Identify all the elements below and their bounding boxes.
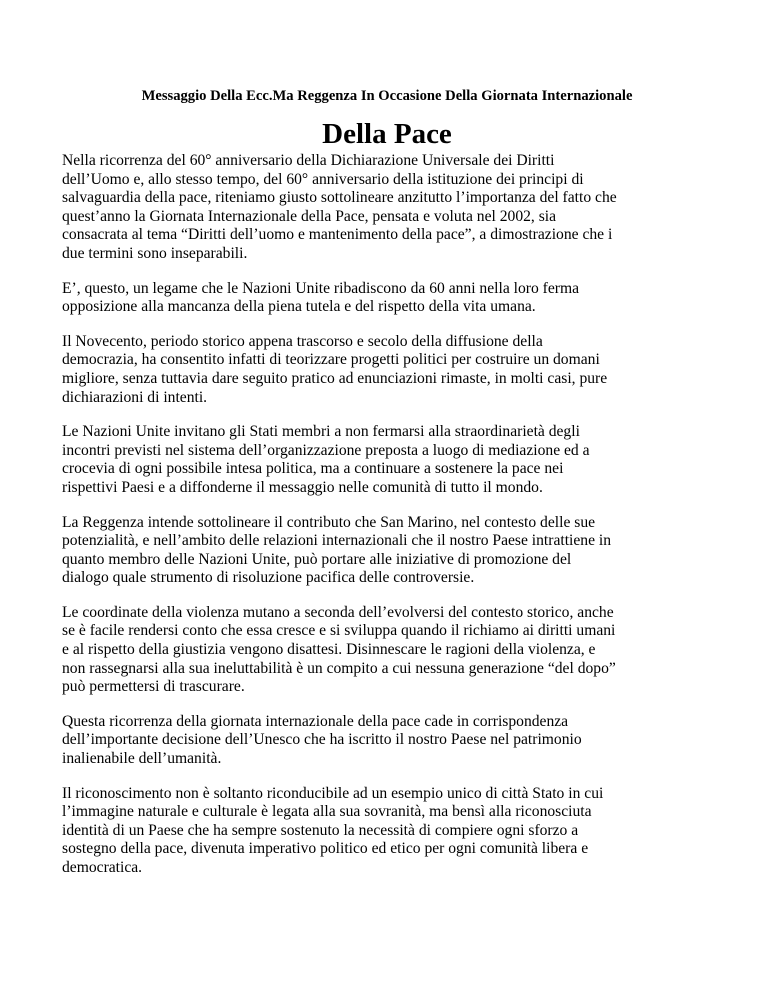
paragraph-line: l’immagine naturale e culturale è legata alla sua sovranità, ma bensì alla riconosciuta [62, 803, 592, 821]
paragraph-8 [62, 785, 712, 878]
paragraph-line: Nella ricorrenza del 60° anniversario della Dichiarazione Universale dei Diritti [62, 152, 555, 169]
paragraph-line: migliore, senza tuttavia dare seguito pratico ad enunciazioni rimaste, in molti casi, pure [62, 369, 608, 387]
paragraph-line: può permettersi di trascurare. [62, 678, 245, 696]
paragraph-line: se è facile rendersi conto che essa cresce e si sviluppa quando il richiamo ai diritti umani [62, 622, 616, 640]
paragraph-line: inalienabile dell’umanità. [62, 750, 222, 768]
paragraph-7 [62, 713, 712, 769]
paragraph-2 [62, 280, 712, 317]
paragraph-line: La Reggenza intende sottolineare il contributo che San Marino, nel contesto delle sue [62, 513, 596, 531]
paragraph-line: democratica. [62, 859, 143, 876]
paragraph-3 [62, 333, 712, 407]
paragraph-5 [62, 514, 712, 588]
paragraph-line: consacrata al tema “Diritti dell’uomo e mantenimento della pace”, a dimostrazione che i [62, 226, 613, 244]
paragraph-line: sostegno della pace, divenuta imperativo politico ed etico per ogni comunità libera e [62, 840, 589, 858]
paragraph-line: quanto membro delle Nazioni Unite, può portare alle iniziative di promozione del [62, 550, 572, 568]
paragraph-line: incontri previsti nel sistema dell’organizzazione preposta a luogo di mediazione ed a [62, 441, 590, 459]
document-kicker: Messaggio Della Ecc.Ma Reggenza In Occasione Della Giornata Internazionale [141, 88, 633, 104]
paragraph-line: rispettivi Paesi e a diffonderne il messaggio nelle comunità di tutto il mondo. [62, 478, 543, 496]
paragraph-line: salvaguardia della pace, riteniamo giusto sottolineare anzitutto l’importanza del fatto che [62, 189, 617, 207]
paragraph-4 [62, 423, 712, 497]
paragraph-line: dichiarazioni di intenti. [62, 388, 208, 406]
paragraph-line: democrazia, ha consentito infatti di teorizzare progetti politici per costruire un domani [62, 351, 600, 369]
paragraph-1 [62, 152, 712, 264]
paragraph-line: due termini sono inseparabili. [62, 244, 248, 262]
paragraph-line: Le coordinate della violenza mutano a seconda dell’evolversi del contesto storico, anche [62, 603, 614, 621]
paragraph-line: e al rispetto della giustizia vengono disattesi. Disinnescare le ragioni della violenza, e [62, 641, 596, 659]
paragraph-line: Le Nazioni Unite invitano gli Stati membri a non fermarsi alla straordinarietà degli [62, 423, 580, 441]
paragraph-line: Il Novecento, periodo storico appena trascorso e secolo della diffusione della [62, 332, 543, 350]
paragraph-line: dialogo quale strumento di risoluzione pacifica delle controversie. [62, 569, 475, 587]
paragraph-6 [62, 604, 712, 697]
paragraph-line: opposizione alla mancanza della piena tutela e del rispetto della vita umana. [62, 298, 536, 316]
paragraph-line: Questa ricorrenza della giornata internazionale della pace cade in corrispondenza [62, 712, 569, 730]
paragraph-line: crocevia di ogni possibile intesa politica, ma a continuare a sostenere la pace nei [62, 460, 564, 478]
paragraph-line: potenzialità, e nell’ambito delle relazioni internazionali che il nostro Paese intrattiene in [62, 532, 612, 550]
paragraph-line: Il riconoscimento non è soltanto riconducibile ad un esempio unico di città Stato in cui [62, 784, 604, 802]
paragraph-line: identità di un Paese che ha sempre sostenuto la necessità di compiere ogni sforzo a [62, 821, 579, 839]
document-body [62, 152, 712, 878]
paragraph-line: non rassegnarsi alla sua ineluttabilità è un compito a cui nessuna generazione “del dopo” [62, 659, 616, 677]
paragraph-line: E’, questo, un legame che le Nazioni Unite ribadiscono da 60 anni nella loro ferma [62, 279, 580, 297]
document-page [62, 86, 712, 878]
document-title: Della Pace [322, 118, 452, 150]
paragraph-line: quest’anno la Giornata Internazionale della Pace, pensata e voluta nel 2002, sia [62, 207, 557, 225]
paragraph-line: dell’importante decisione dell’Unesco che ha iscritto il nostro Paese nel patrimonio [62, 731, 582, 749]
paragraph-line: dell’Uomo e, allo stesso tempo, del 60° anniversario della istituzione dei principi di [62, 170, 584, 188]
